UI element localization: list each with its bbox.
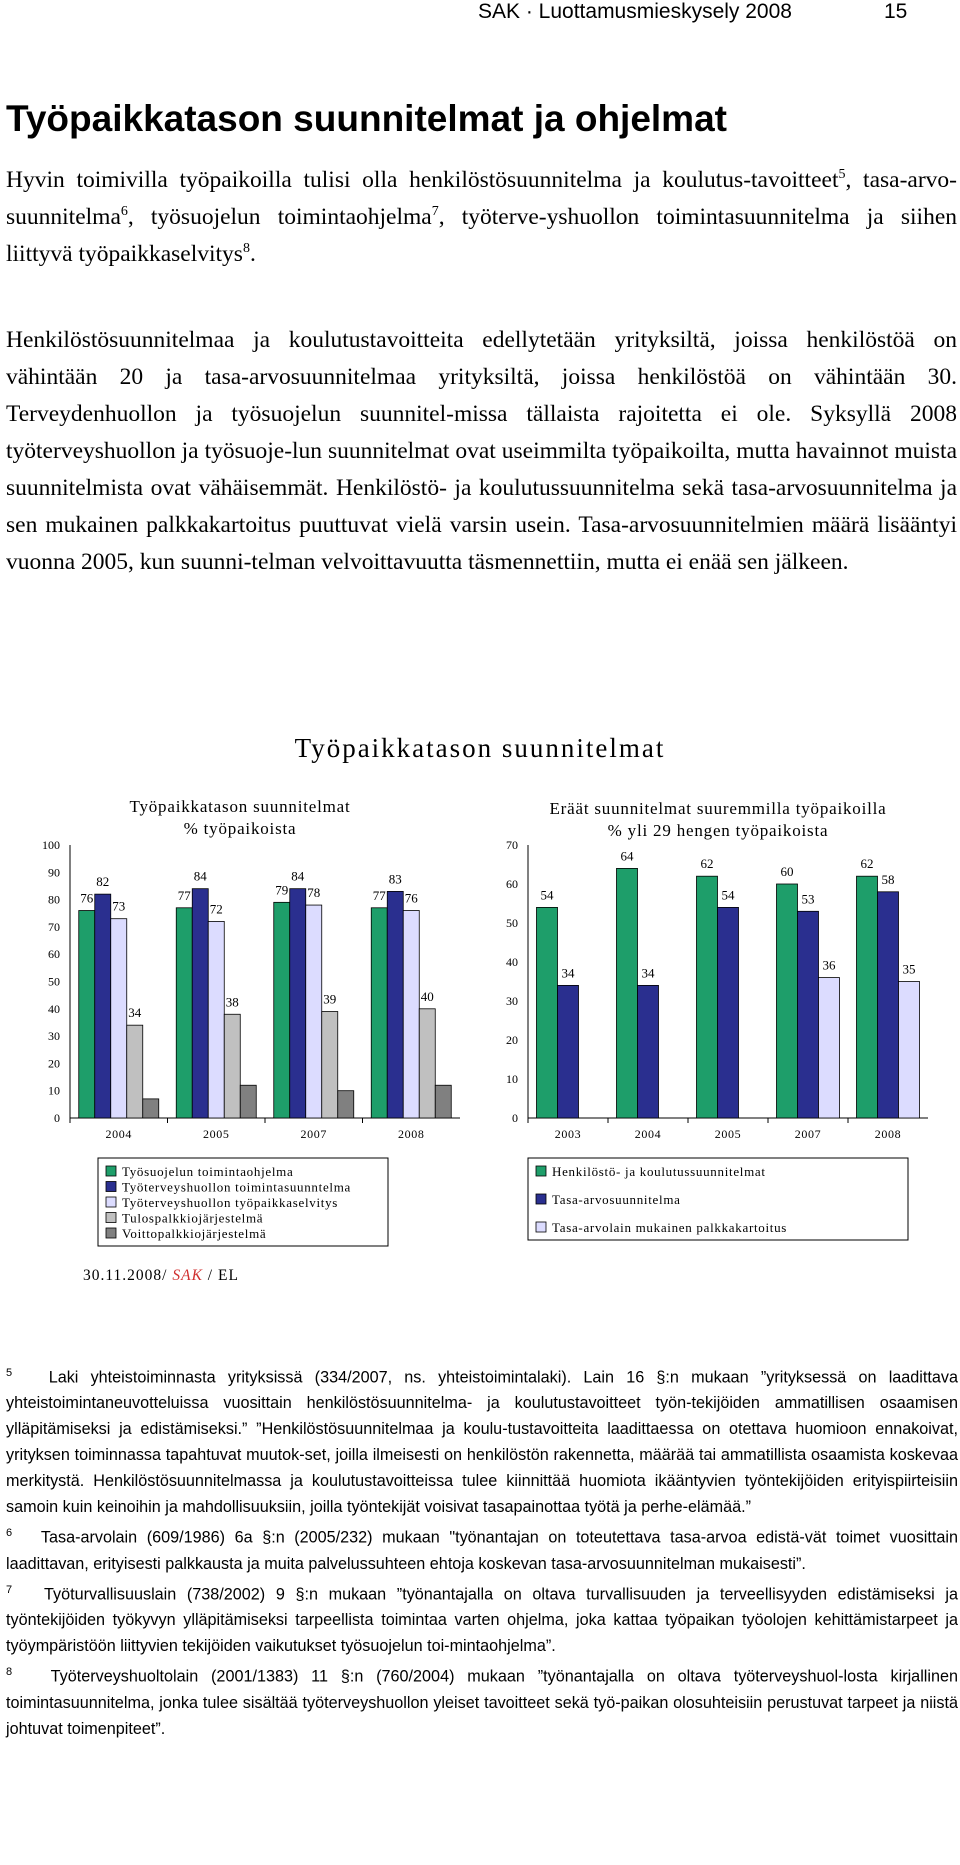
data-label: 64 (620, 848, 634, 864)
data-label: 58 (881, 871, 895, 887)
y-tick-label: 40 (506, 955, 518, 969)
y-tick-label: 90 (48, 865, 60, 880)
bar (857, 876, 878, 1118)
bar (224, 1014, 240, 1118)
legend-label: Voittopalkkiojärjestelmä (122, 1226, 267, 1241)
bar (95, 894, 111, 1118)
y-tick-label: 0 (512, 1111, 518, 1125)
data-label: 84 (193, 868, 207, 884)
x-tick-label: 2003 (554, 1127, 582, 1141)
y-tick-label: 60 (506, 877, 518, 891)
y-tick-label: 20 (48, 1056, 60, 1071)
x-tick-label: 2008 (874, 1127, 902, 1141)
y-tick-label: 80 (48, 892, 60, 907)
y-tick-label: 0 (54, 1111, 60, 1125)
bar (176, 908, 192, 1118)
bar (322, 1012, 338, 1118)
bar (617, 868, 638, 1118)
x-tick-label: 2008 (398, 1127, 425, 1141)
data-label: 40 (420, 988, 434, 1004)
legend-swatch (106, 1228, 116, 1238)
x-tick-label: 2005 (203, 1127, 230, 1141)
bar (798, 911, 819, 1118)
legend-swatch (106, 1166, 116, 1176)
chart-title: Eräät suunnitelmat suuremmilla työpaikoilla (549, 799, 887, 818)
y-tick-label: 70 (506, 838, 518, 852)
bar (290, 889, 306, 1118)
legend-swatch (536, 1222, 546, 1232)
bar (403, 911, 419, 1118)
y-tick-label: 50 (506, 916, 518, 930)
bar (338, 1091, 354, 1118)
legend-label: Työterveyshuollon työpaikkaselvitys (122, 1195, 339, 1210)
section-title: Työpaikkatason suunnitelmat ja ohjelmat (6, 98, 727, 139)
data-label: 34 (561, 965, 575, 981)
bar (558, 985, 579, 1118)
data-label: 79 (275, 882, 289, 898)
running-title: SAK · Luottamusmieskysely 2008 (478, 0, 792, 23)
bar (435, 1085, 451, 1118)
sak-credit: SAK (172, 1267, 203, 1284)
bar (371, 908, 387, 1118)
bar (143, 1099, 159, 1118)
bar (718, 907, 739, 1118)
legend-label: Henkilöstö- ja koulutussuunnitelmat (552, 1164, 766, 1179)
legend-label: Työsuojelun toimintaohjelma (122, 1164, 294, 1179)
page-number: 15 (884, 0, 908, 23)
y-tick-label: 10 (48, 1083, 60, 1098)
data-label: 83 (388, 871, 402, 887)
page-header (0, 0, 960, 30)
chart-workplace-plans (30, 790, 470, 1260)
data-label: 60 (780, 864, 794, 879)
legend-swatch (536, 1194, 546, 1204)
bar (111, 919, 127, 1118)
bar (537, 907, 558, 1118)
legend-label: Tulospalkkiojärjestelmä (122, 1210, 264, 1226)
footnote-8: $^8$ Työterveyshuoltolain (2001/1383) 11 §:n (760/2004) mukaan ”työnantajalla on oltava työterveyshuol-losta kirjallinen toimintasuunnitelma, jonka tulee sisältää työterveyshuollon yleiset tavoitteet sekä työ-paikan olosuhteisiin perustuvat tarpeet ja niistä johtuvat toimenpiteet”. (6, 1666, 958, 1738)
y-tick-label: 70 (48, 919, 60, 934)
bar (192, 889, 208, 1118)
bar (638, 985, 659, 1118)
data-label: 34 (641, 965, 655, 981)
data-label: 53 (801, 891, 815, 907)
x-tick-label: 2004 (105, 1127, 132, 1141)
x-tick-label: 2004 (634, 1127, 662, 1141)
footnote-ref[interactable]: 7 (431, 204, 439, 220)
data-label: 72 (209, 901, 223, 917)
bar (419, 1009, 435, 1118)
bar (240, 1085, 256, 1118)
data-label: 36 (822, 957, 836, 973)
data-label: 76 (404, 890, 418, 906)
y-tick-label: 40 (48, 1001, 60, 1016)
bar (306, 905, 322, 1118)
bar (387, 891, 403, 1118)
footnote-ref[interactable]: 6 (120, 204, 128, 220)
data-label: 34 (128, 1005, 142, 1021)
footnote-6: $^6$ Tasa-arvolain (609/1986) 6a §:n (2005/232) mukaan "työnantajan on toteutettava tasa-arvoa edistä-vät toimet vuosittain laadittavan, erityisesti palkkausta ja muita palvelussuhteen ehtoja koskevan tasa-arvosuunnitelman mukaisesti”. (6, 1527, 958, 1573)
footnote-ref[interactable]: 5 (838, 167, 846, 183)
data-label: 73 (112, 898, 126, 914)
y-tick-label: 100 (42, 838, 60, 852)
bar (819, 978, 840, 1118)
bar (899, 982, 920, 1119)
data-label: 77 (372, 887, 386, 903)
legend-label: Työterveyshuollon toimintasuunntelma (122, 1179, 352, 1195)
data-label: 62 (860, 856, 874, 872)
y-tick-label: 10 (506, 1072, 518, 1086)
data-label: 39 (323, 991, 337, 1007)
data-label: 84 (291, 868, 305, 884)
figure-credit: 30.11.2008/ SAK / EL (83, 1267, 239, 1284)
bar (127, 1025, 143, 1118)
legend-swatch (106, 1213, 116, 1223)
legend-label: Tasa-arvosuunnitelma (552, 1192, 681, 1207)
chart-title: Työpaikkatason suunnitelmat (129, 797, 351, 816)
bar (777, 884, 798, 1118)
x-tick-label: 2007 (300, 1127, 327, 1141)
bar (878, 892, 899, 1118)
data-label: 38 (225, 994, 239, 1010)
legend-swatch (106, 1182, 116, 1192)
intro-paragraph: Hyvin toimivilla työpaikoilla tulisi olla henkilöstösuunnitelma ja koulutus-tavoitteet$^5$, tasa-arvo-suunnitelma$^6$, työsuojelun toimintaohjelma$^7$, työterve-yshuollon toimintasuunnitelma ja siihen liittyvä työpaikkaselvitys$^8$. (6, 167, 957, 267)
x-tick-label: 2005 (714, 1127, 742, 1141)
data-label: 78 (307, 885, 321, 901)
data-label: 35 (902, 961, 916, 977)
data-label: 54 (540, 887, 554, 903)
body-paragraph: Henkilöstösuunnitelmaa ja koulutustavoitteita edellytetään yrityksiltä, joissa henkilöstöä on vähintään 20 ja tasa-arvosuunnitelmaa yrityksiltä, joissa henkilöstöä on vähintään 30. Terveydenhuollon ja työsuojelun suunnitel-missa tällaista rajoitetta ei ole. Syksyllä 2008 työterveyshuollon ja työsuoje-lun suunnitelmat ovat useimmilta työpaikoilta, mutta havainnot muista suunnitelmista ovat vähäisemmät. Henkilöstö- ja koulutussuunnitelma sekä tasa-arvosuunnitelma ja sen mukainen palkkakartoitus puuttuvat vielä varsin usein. Tasa-arvosuunnitelmien määrä lisääntyi vuonna 2005, kun suunni-telman velvoittavuutta täsmennettiin, mutta ei enää sen jälkeen. (6, 327, 957, 575)
footnotes (6, 1360, 958, 1742)
data-label: 76 (80, 890, 94, 906)
footnote-7: $^7$ Työturvallisuuslain (738/2002) 9 §:n mukaan ”työnantajalla on oltava turvallisuuden ja terveellisyyden edistämiseksi ja työntekijöiden työkyvyn ylläpitämiseksi tarpeellista toimintaa varten ohjelma, joka kattaa työpaikan työolojen kehittämistarpeet ja työympäristöön liittyvien tekijöiden vaikutukset työsuojelun toi-mintaohjelma”. (6, 1583, 958, 1656)
legend-label: Tasa-arvolain mukainen palkkakartoitus (552, 1220, 788, 1235)
data-label: 77 (177, 887, 191, 903)
footnote-ref[interactable]: 8 (242, 241, 250, 257)
x-tick-label: 2007 (794, 1127, 822, 1141)
bar (79, 911, 95, 1118)
y-tick-label: 50 (48, 974, 60, 989)
chart-subtitle: % yli 29 hengen työpaikoista (607, 821, 829, 840)
chart-subtitle: % työpaikoista (183, 819, 297, 838)
bar (697, 876, 718, 1118)
bar (274, 902, 290, 1118)
data-label: 62 (700, 856, 714, 872)
data-label: 82 (96, 874, 110, 890)
y-tick-label: 60 (48, 947, 60, 962)
chart-large-workplace-plans (478, 790, 958, 1260)
bar (208, 921, 224, 1118)
y-tick-label: 30 (48, 1029, 60, 1044)
legend-swatch (106, 1197, 116, 1207)
legend-swatch (536, 1166, 546, 1176)
y-tick-label: 20 (506, 1033, 518, 1047)
footnote-5: $^5$ Laki yhteistoiminnasta yrityksissä (334/2007, ns. yhteistoimintalaki). Lain 16 §:n mukaan ”yrityksessä on laadittava yhteistoimintaneuvotteluissa vuosittain henkilöstösuunnitelma- ja koulutustavoitteet työn-tekijöiden ammatillisen osaamisen ylläpitämiseksi ja edistämiseksi.” ”Henkilöstösuunnitelmaa ja koulu-tustavoitteita laadittaessa on otettava huomioon ennakoivat, yrityksen toiminnassa tapahtuvat muutok-set, joilla ilmeisesti on henkilöstön rakennetta, määrää tai ammatillista osaamista koskevaa merkitystä. Henkilöstösuunnitelmassa ja koulutustavoitteissa tulee kiinnittää huomiota ikääntyvien työntekijöiden erityispiirteisiin samoin kuin keinoihin ja mahdollisuuksiin, joilla työntekijät voisivat tasapainottaa työtä ja perhe-elämää.” (6, 1367, 958, 1517)
y-tick-label: 30 (506, 994, 518, 1008)
data-label: 54 (721, 887, 735, 903)
figure-title: Työpaikkatason suunnitelmat (294, 733, 666, 763)
